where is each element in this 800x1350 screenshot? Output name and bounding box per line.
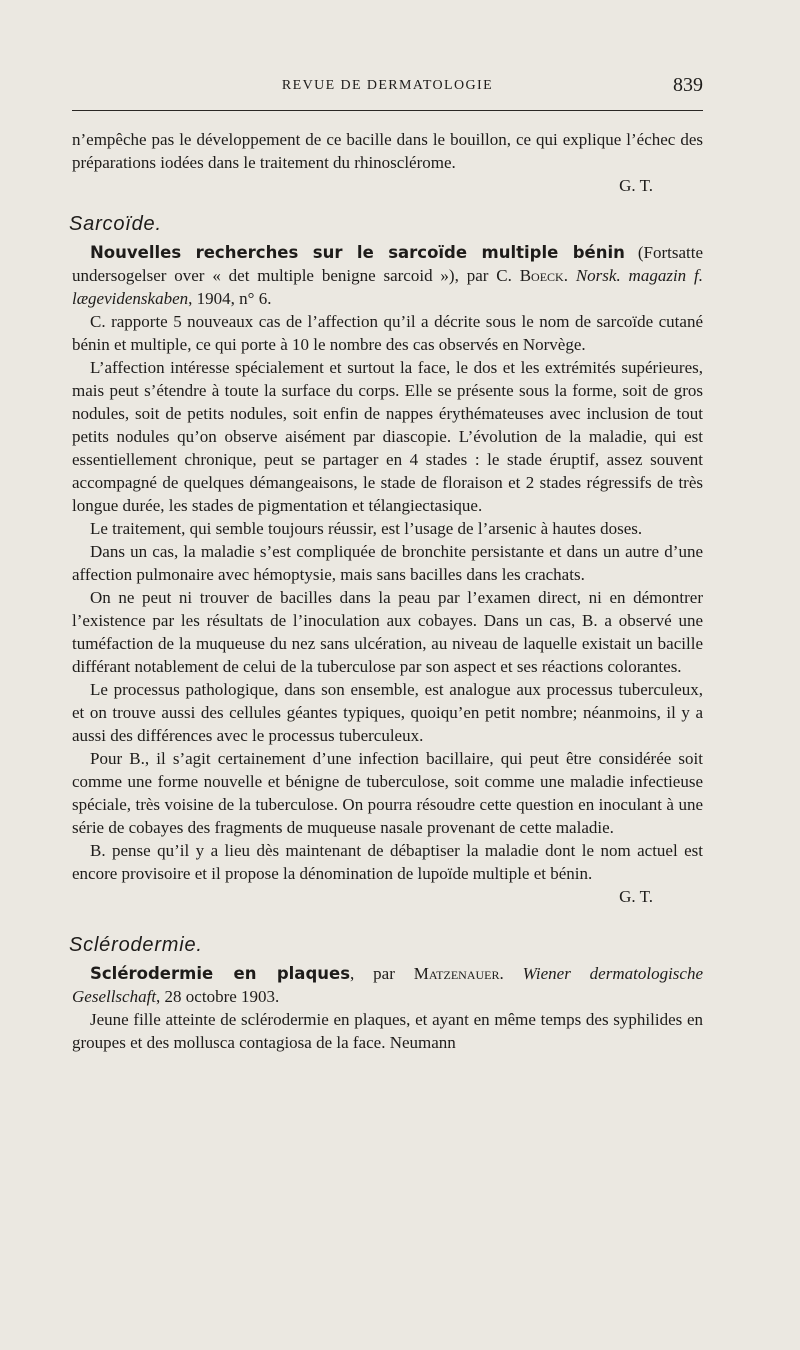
sarcoide-signature: G. T. bbox=[619, 887, 653, 906]
intro-paragraph: n’empêche pas le développement de ce bacille dans le bouillon, ce qui explique l’échec des préparations iodées dans le traitement du rhinosclérome. bbox=[72, 130, 703, 172]
body-paragraph: C. rapporte 5 nouveaux cas de l’affection qu’il a décrite sous le nom de sarcoïde cutané bénin et multiple, ce qui porte à 10 le nombre des cas observés en Norvège. bbox=[72, 312, 703, 354]
section-heading-sarcoide: Sarcoïde. bbox=[69, 213, 162, 235]
article-title: Nouvelles recherches sur le sarcoïde multiple bénin bbox=[90, 243, 625, 262]
body-paragraph: L’affection intéresse spécialement et surtout la face, le dos et les extrémités supérieures, mais peut s’étendre à toute la surface du corps. Elle se présente sous la forme, soit de gros nodules, soit de petits nodules, soit enfin de nappes érythémateuses avec inclusion de tout petits nodules qu’on observe aisément par diascopie. L’évolution de la maladie, qui est essentiellement chronique, peut se partager en 4 stades : le stade éruptif, assez souvent accompagné de quelques démangeaisons, le stade de floraison et 2 stades régressifs de très longue durée, les stades de pigmentation et télangiectasique. bbox=[72, 358, 703, 515]
running-title: REVUE DE DERMATOLOGIE bbox=[281, 78, 494, 93]
body-paragraph: Pour B., il s’agit certainement d’une infection bacillaire, qui peut être considérée soit comme une forme nouvelle et bénigne de tuberculose, soit comme une maladie infectieuse spéciale, très voisine de la tuberculose. On pourra résoudre cette question en inoculant à une série de cobayes des fragments de muqueuse nasale provenant de cette maladie. bbox=[72, 749, 703, 837]
citation-text: (Fortsatte undersogelser over « det multiple benigne sarcoid »), par C. bbox=[72, 243, 704, 285]
intro-signature: G. T. bbox=[619, 176, 653, 195]
body-paragraph: On ne peut ni trouver de bacilles dans la peau par l’examen direct, ni en démontrer l’existence par les résultats de l’inoculation aux cobayes. Dans un cas, B. a observé une tuméfaction de la muqueuse du nez sans ulcération, au niveau de laquelle existait un bacille différant notablement de celui de la tuberculose par son aspect et ses réactions colorantes. bbox=[72, 588, 703, 676]
article-citation-sclerodermie bbox=[72, 962, 703, 1008]
page-body bbox=[69, 128, 704, 1054]
running-header bbox=[72, 74, 703, 104]
citation-date: , 28 octobre 1903. bbox=[156, 987, 280, 1006]
citation-date: , 1904, n° 6. bbox=[188, 289, 272, 308]
article-citation-sarcoide bbox=[72, 241, 703, 310]
citation-separator: . bbox=[499, 964, 523, 983]
article-title: Sclérodermie en plaques bbox=[90, 964, 351, 983]
body-paragraph: Le processus pathologique, dans son ensemble, est analogue aux processus tuberculeux, et on trouve aussi des cellules géantes typiques, quoiqu’en petit nombre; néanmoins, il y a aussi des différences avec le processus tuberculeux. bbox=[72, 680, 703, 745]
body-paragraph: B. pense qu’il y a lieu dès maintenant de débaptiser la maladie dont le nom actuel est encore provisoire et il propose la dénomination de lupoïde multiple et bénin. bbox=[72, 841, 703, 883]
body-paragraph: Le traitement, qui semble toujours réussir, est l’usage de l’arsenic à hautes doses. bbox=[90, 519, 643, 538]
author-name: Matzenauer bbox=[413, 964, 500, 983]
body-paragraph: Dans un cas, la maladie s’est compliquée de bronchite persistante et dans un autre d’une affection pulmonaire avec hémoptysie, mais sans bacilles dans les crachats. bbox=[72, 542, 703, 584]
section-gap bbox=[72, 908, 703, 918]
header-rule bbox=[72, 110, 703, 111]
author-name: Boeck bbox=[519, 266, 564, 285]
citation-separator: . bbox=[563, 266, 576, 285]
journal-name: Wiener dermatologische Gesellschaft bbox=[72, 964, 704, 1006]
citation-text: , par bbox=[350, 964, 414, 983]
journal-name: Norsk. magazin f. lægevidenskaben bbox=[72, 266, 703, 308]
page-number: 839 bbox=[673, 74, 703, 96]
body-paragraph: Jeune fille atteinte de sclérodermie en plaques, et ayant en même temps des syphilides en groupes et des mollusca contagiosa de la face. Neumann bbox=[72, 1010, 703, 1052]
section-heading-sclerodermie: Sclérodermie. bbox=[69, 934, 203, 956]
